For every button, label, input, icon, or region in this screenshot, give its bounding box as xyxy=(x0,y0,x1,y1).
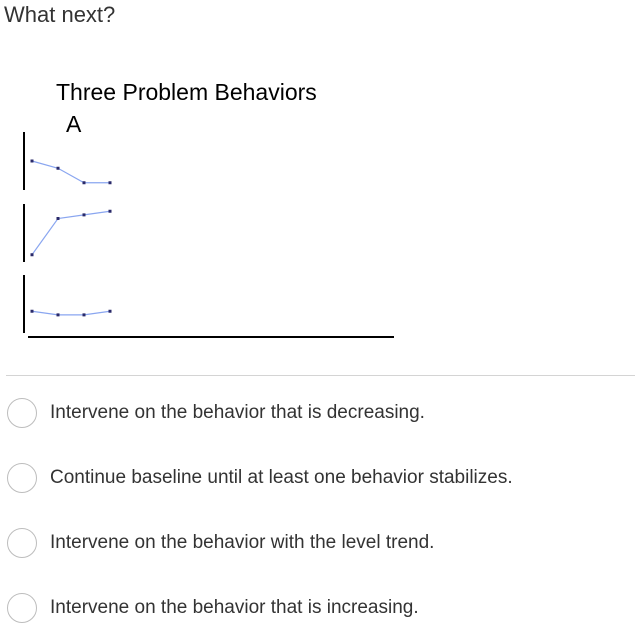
radio-button[interactable] xyxy=(7,593,37,623)
option-label: Intervene on the behavior that is increasing. xyxy=(50,597,419,618)
data-point xyxy=(109,181,112,184)
chart-svg xyxy=(0,70,420,355)
radio-button[interactable] xyxy=(7,463,37,493)
radio-button[interactable] xyxy=(7,528,37,558)
option-decreasing[interactable] xyxy=(7,396,425,430)
data-point xyxy=(109,310,112,313)
series-line xyxy=(32,211,110,255)
footer-strip xyxy=(0,632,635,637)
data-point xyxy=(57,313,60,316)
radio-button[interactable] xyxy=(7,398,37,428)
chart-subtitle: A xyxy=(66,111,82,137)
data-point xyxy=(83,313,86,316)
data-point xyxy=(57,217,60,220)
divider xyxy=(6,375,635,376)
option-continue-baseline[interactable] xyxy=(7,461,513,495)
data-point xyxy=(31,160,34,163)
question-text: What next? xyxy=(4,2,116,27)
option-increasing[interactable] xyxy=(7,591,419,625)
series-line xyxy=(32,161,110,183)
series-line xyxy=(32,311,110,315)
option-label: Intervene on the behavior that is decreasing. xyxy=(50,402,425,423)
data-point xyxy=(57,167,60,170)
data-point xyxy=(83,213,86,216)
chart-title: Three Problem Behaviors xyxy=(56,79,317,105)
data-point xyxy=(31,253,34,256)
multiple-baseline-chart xyxy=(0,70,420,355)
data-point xyxy=(31,310,34,313)
option-label: Continue baseline until at least one behavior stabilizes. xyxy=(50,467,513,488)
option-level-trend[interactable] xyxy=(7,526,434,560)
data-point xyxy=(109,210,112,213)
data-point xyxy=(83,181,86,184)
option-label: Intervene on the behavior with the level trend. xyxy=(50,532,435,553)
